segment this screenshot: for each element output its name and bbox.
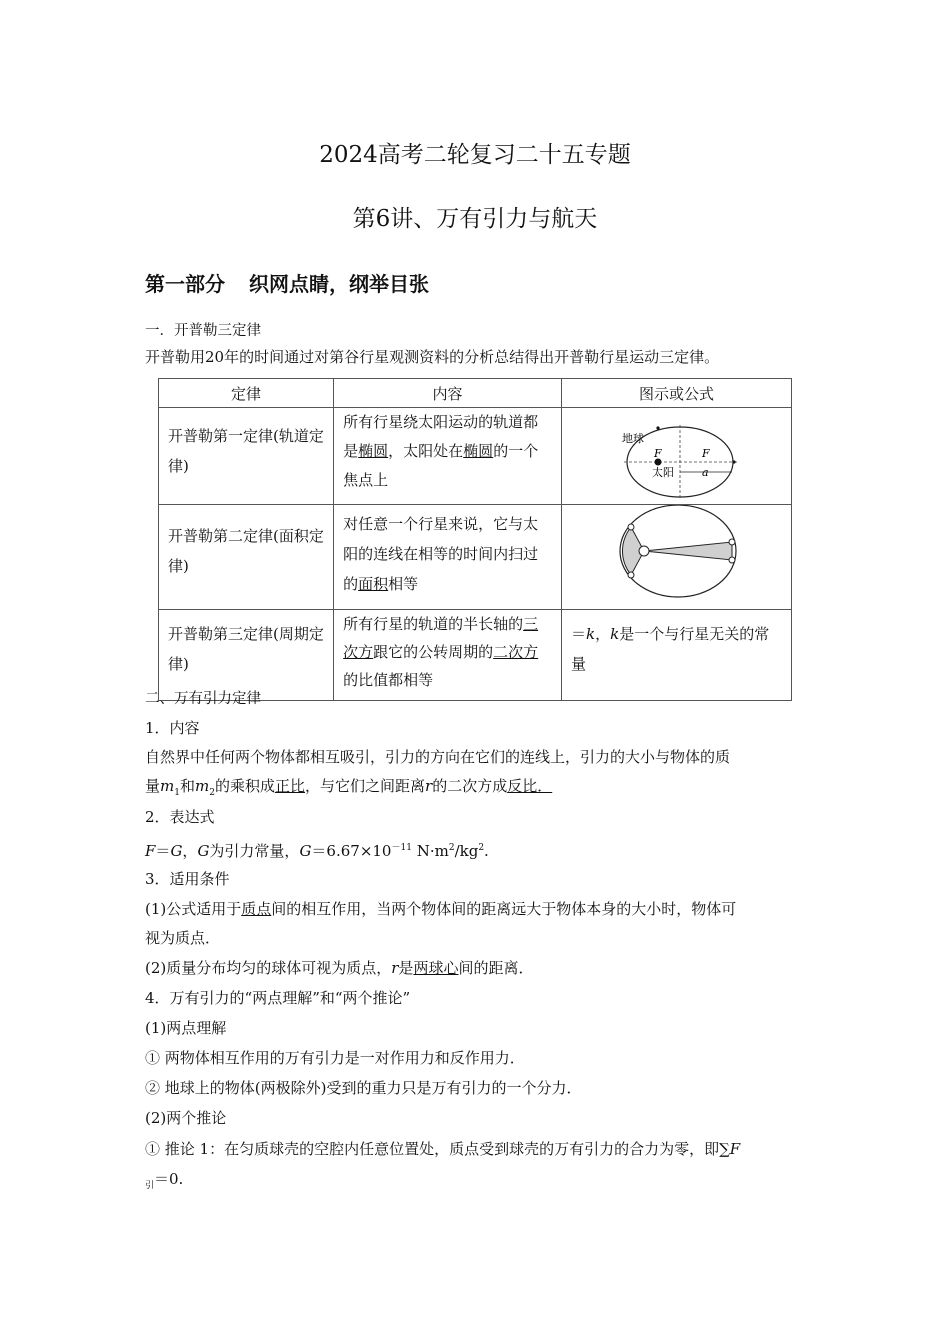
part-text: 织网点睛，纲举目张 bbox=[249, 272, 429, 296]
section1-intro: 开普勒用20年的时间通过对第谷行星观测资料的分析总结得出开普勒行星运动三定律。 bbox=[145, 348, 720, 366]
law-name: 开普勒第二定律(面积定律) bbox=[168, 527, 324, 575]
law-name: 开普勒第一定律(轨道定律) bbox=[168, 427, 324, 475]
paragraph: (1)两点理解 bbox=[145, 1019, 227, 1037]
law-content: 所有行星绕太阳运动的轨道都是椭圆，太阳处在椭圆的一个焦点上 bbox=[343, 413, 539, 489]
document-title: 2024高考二轮复习二十五专题 bbox=[319, 142, 631, 168]
subsection-title: 1．内容 bbox=[145, 719, 200, 737]
paragraph: (1)公式适用于质点间的相互作用，当两个物体间的距离远大于物体本身的大小时，物体可 bbox=[145, 900, 737, 918]
label-focus1: F bbox=[653, 447, 662, 460]
table-header: 内容 bbox=[334, 379, 562, 408]
paragraph: ② 地球上的物体(两极除外)受到的重力只是万有引力的一个分力． bbox=[145, 1079, 582, 1097]
subsection-title: 2．表达式 bbox=[145, 808, 215, 826]
earth-icon bbox=[656, 426, 659, 429]
part-heading bbox=[145, 268, 429, 297]
paragraph: 自然界中任何两个物体都相互吸引，引力的方向在它们的连线上，引力的大小与物体的质 bbox=[145, 748, 731, 766]
equal-area-diagram bbox=[562, 505, 791, 605]
sun-icon bbox=[639, 546, 649, 556]
kepler-laws-table bbox=[158, 378, 792, 701]
label-sun: 太阳 bbox=[651, 466, 674, 479]
law-content: 对任意一个行星来说，它与太阳的连线在相等的时间内扫过的面积相等 bbox=[343, 515, 539, 593]
paragraph: ① 推论 1：在匀质球壳的空腔内任意位置处，质点受到球壳的万有引力的合力为零，即∑F bbox=[145, 1140, 741, 1158]
section2-heading: 二、万有引力定律 bbox=[145, 691, 261, 707]
elliptical-orbit-diagram bbox=[562, 408, 791, 500]
kepler-third-law-formula: ＝k，k是一个与行星无关的常量 bbox=[570, 625, 770, 673]
subsection-title: 4．万有引力的“两点理解”和“两个推论” bbox=[145, 989, 411, 1007]
table-row bbox=[159, 610, 792, 701]
section1-heading: 一．开普勒三定律 bbox=[145, 323, 261, 339]
subsection-title: 3．适用条件 bbox=[145, 870, 230, 888]
table-header-row bbox=[159, 379, 792, 408]
paragraph: (2)两个推论 bbox=[145, 1109, 227, 1127]
law-content: 所有行星的轨道的半长轴的三次方跟它的公转周期的二次方的比值都相等 bbox=[343, 615, 539, 689]
paragraph: 量$m_1$和$m_2$的乘积成正比，与它们之间距离r的二次方成反比． bbox=[145, 777, 553, 798]
paragraph: ① 两物体相互作用的万有引力是一对作用力和反作用力． bbox=[145, 1049, 525, 1067]
table-row bbox=[159, 505, 792, 610]
paragraph: 视为质点． bbox=[145, 929, 221, 947]
label-earth: 地球 bbox=[621, 432, 644, 445]
paragraph: (2)质量分布均匀的球体可视为质点，r是两球心间的距离． bbox=[145, 959, 534, 977]
table-header: 定律 bbox=[159, 379, 334, 408]
law-name: 开普勒第三定律(周期定律) bbox=[168, 625, 324, 673]
lecture-title: 第6讲、万有引力与航天 bbox=[352, 206, 598, 232]
part-label: 第一部分 bbox=[145, 272, 225, 296]
gravitation-formula: F＝G，G为引力常量，$G=6.67\times 10^{-11}$ $N\cdot m^2/kg^2$. bbox=[145, 842, 489, 860]
label-a: a bbox=[701, 466, 709, 479]
table-row bbox=[159, 408, 792, 505]
table-header: 图示或公式 bbox=[561, 379, 791, 408]
label-focus2: F bbox=[701, 447, 710, 460]
paragraph: $_引$＝0. bbox=[145, 1170, 184, 1191]
